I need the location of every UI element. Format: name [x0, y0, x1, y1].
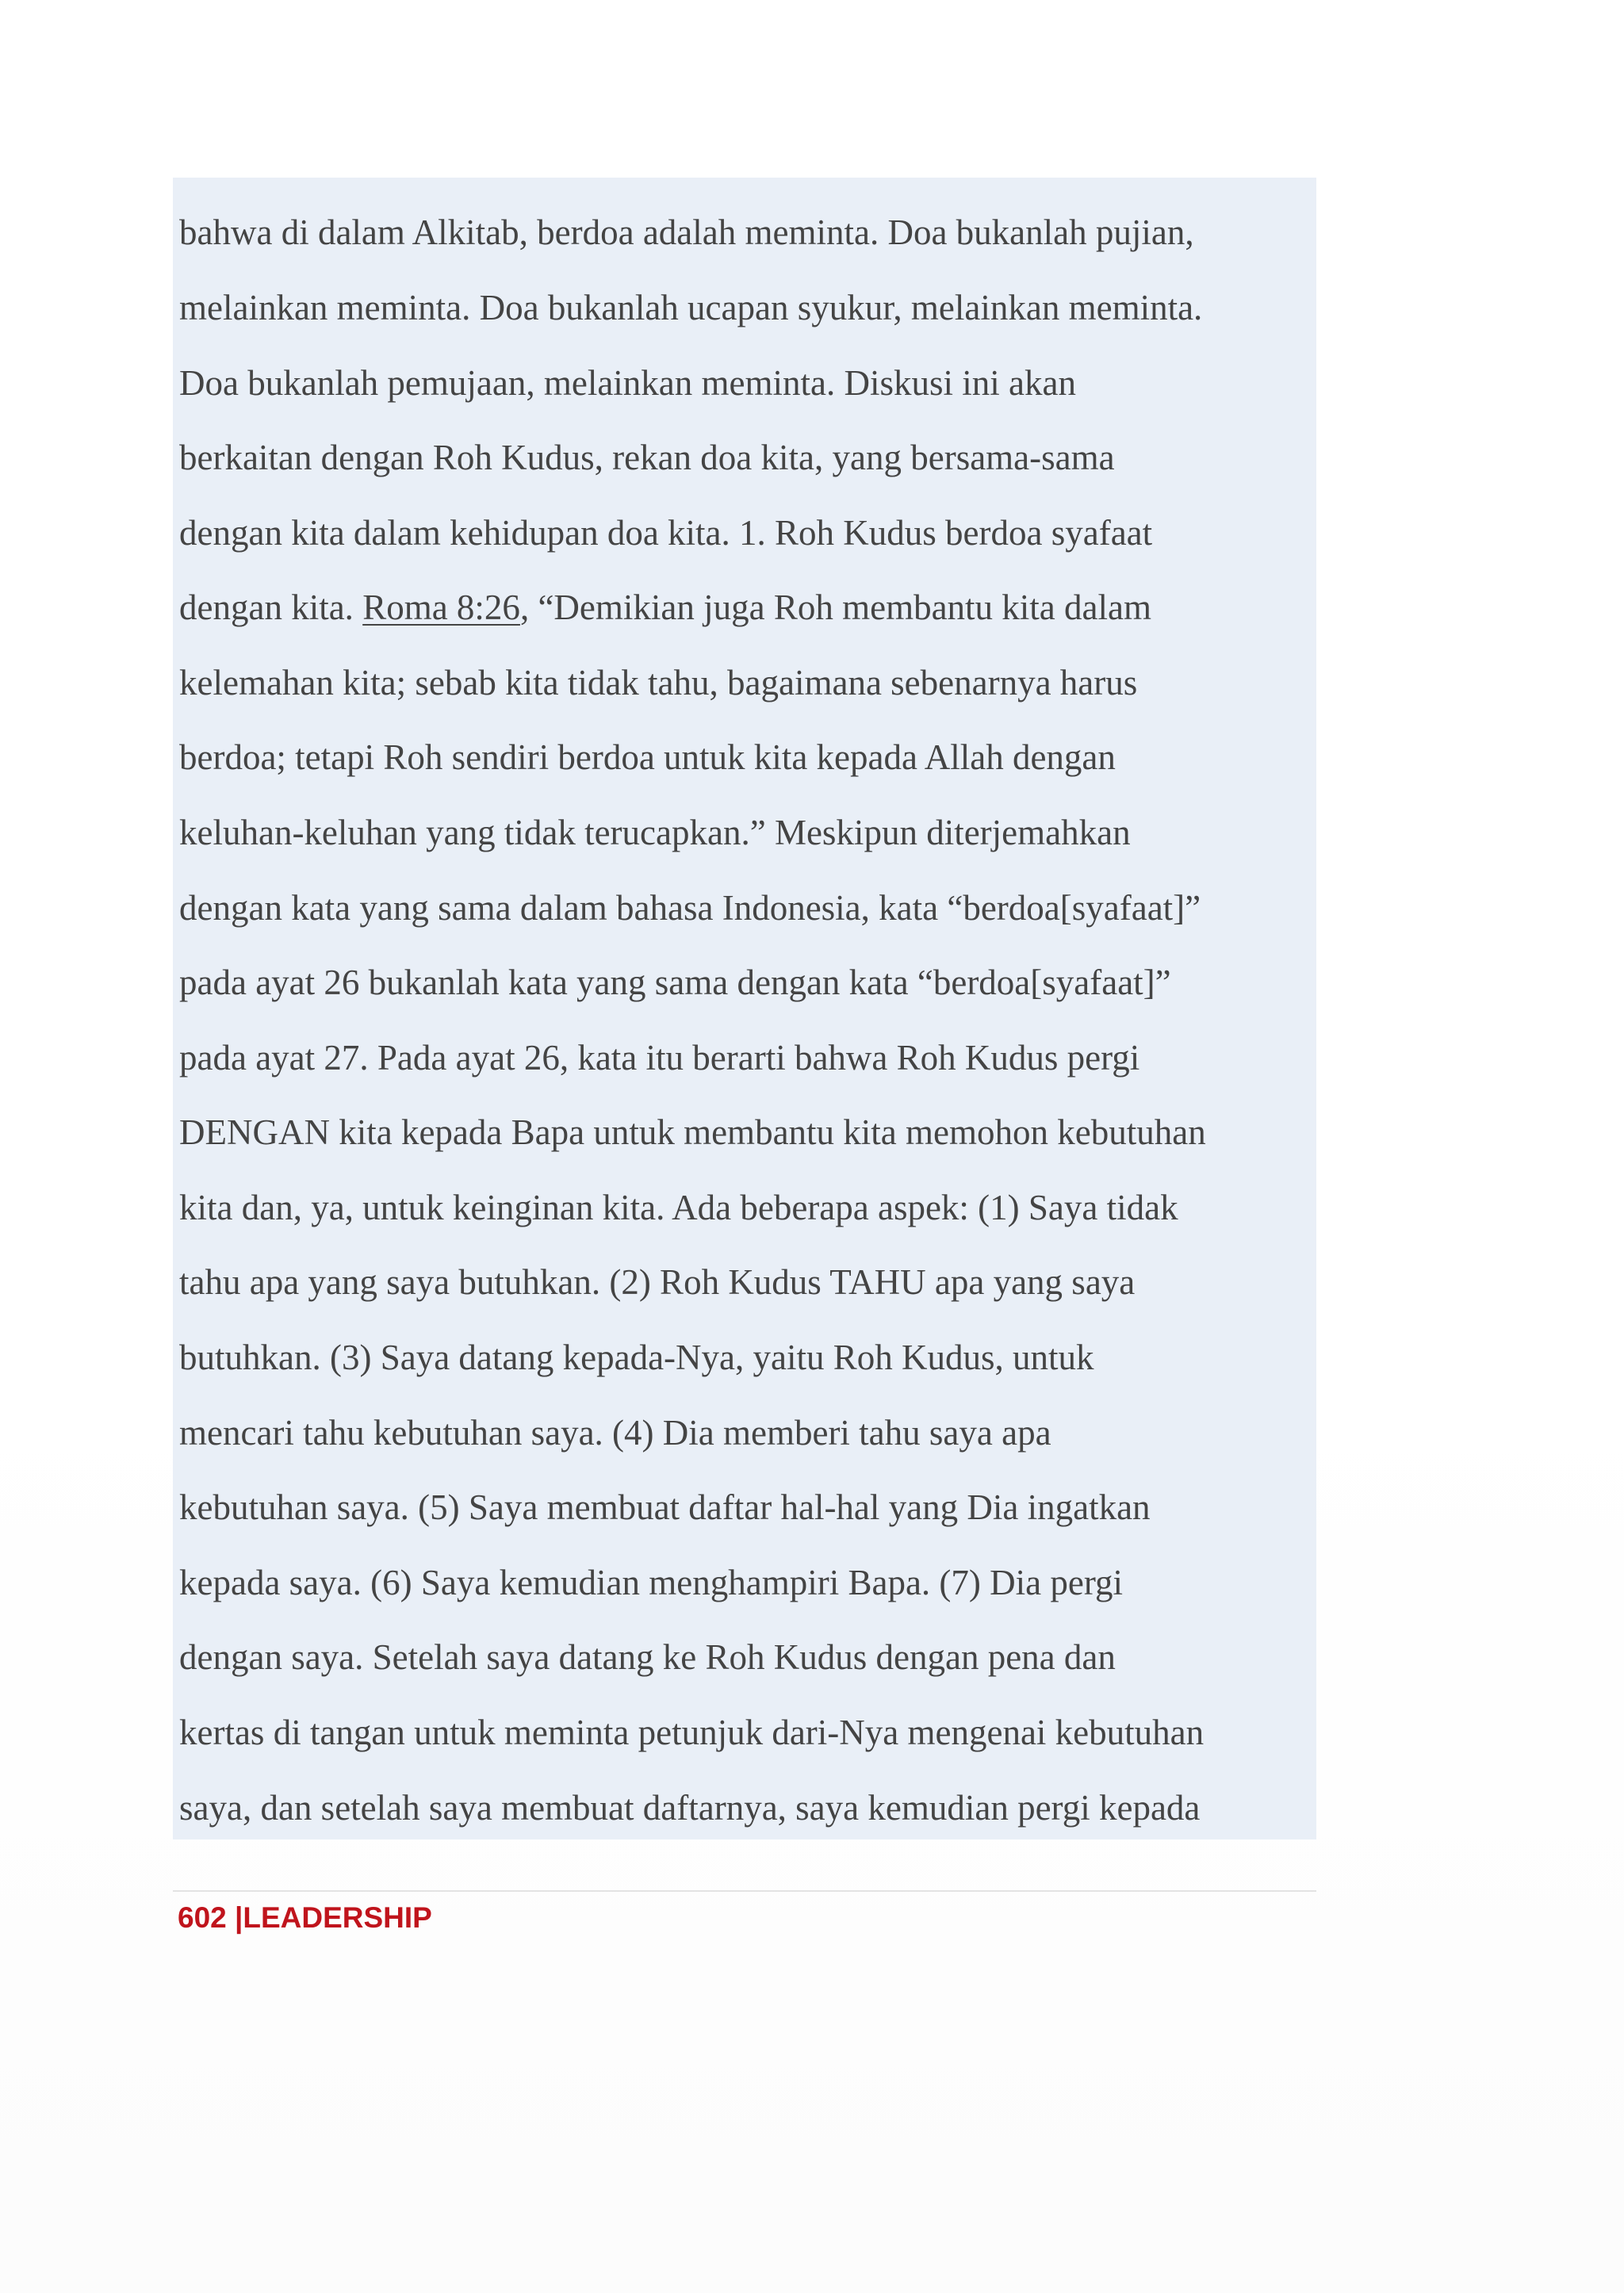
- body-line: bahwa di dalam Alkitab, berdoa adalah meminta. Doa bukanlah pujian,: [179, 212, 1194, 252]
- body-line: pada ayat 27. Pada ayat 26, kata itu berarti bahwa Roh Kudus pergi: [179, 1038, 1140, 1078]
- body-line: mencari tahu kebutuhan saya. (4) Dia memberi tahu saya apa: [179, 1413, 1051, 1453]
- line-text-before-link: dengan kita.: [179, 588, 363, 627]
- body-line: berkaitan dengan Roh Kudus, rekan doa kita, yang bersama-sama: [179, 438, 1115, 477]
- body-line: saya, dan setelah saya membuat daftarnya, saya kemudian pergi kepada: [179, 1788, 1201, 1828]
- body-line: kepada saya. (6) Saya kemudian menghampiri Bapa. (7) Dia pergi: [179, 1563, 1124, 1602]
- body-line: DENGAN kita kepada Bapa untuk membantu kita memohon kebutuhan: [179, 1112, 1206, 1152]
- page-number-footer: 602 |LEADERSHIP: [178, 1901, 432, 1934]
- body-line: melainkan meminta. Doa bukanlah ucapan syukur, melainkan meminta.: [179, 288, 1203, 327]
- body-line: berdoa; tetapi Roh sendiri berdoa untuk kita kepada Allah dengan: [179, 737, 1116, 777]
- body-line: [179, 584, 1151, 631]
- body-line: dengan saya. Setelah saya datang ke Roh Kudus dengan pena dan: [179, 1637, 1116, 1677]
- body-line: Doa bukanlah pemujaan, melainkan meminta. Diskusi ini akan: [179, 363, 1076, 403]
- body-line: kebutuhan saya. (5) Saya membuat daftar hal-hal yang Dia ingatkan: [179, 1487, 1151, 1527]
- footer-divider: [173, 1890, 1316, 1892]
- body-line: kita dan, ya, untuk keinginan kita. Ada beberapa aspek: (1) Saya tidak: [179, 1188, 1178, 1227]
- body-line: kertas di tangan untuk meminta petunjuk dari-Nya mengenai kebutuhan: [179, 1713, 1205, 1752]
- body-line: dengan kita dalam kehidupan doa kita. 1. Roh Kudus berdoa syafaat: [179, 513, 1153, 553]
- body-line: kelemahan kita; sebab kita tidak tahu, bagaimana sebenarnya harus: [179, 663, 1138, 702]
- body-line: tahu apa yang saya butuhkan. (2) Roh Kudus TAHU apa yang saya: [179, 1262, 1136, 1302]
- scripture-reference-link[interactable]: Roma 8:26: [362, 588, 520, 627]
- body-line: pada ayat 26 bukanlah kata yang sama dengan kata “berdoa[syafaat]”: [179, 963, 1171, 1002]
- body-line: dengan kata yang sama dalam bahasa Indonesia, kata “berdoa[syafaat]”: [179, 888, 1201, 928]
- line-text-after-link: , “Demikian juga Roh membantu kita dalam: [519, 588, 1151, 627]
- body-line: keluhan-keluhan yang tidak terucapkan.” Meskipun diterjemahkan: [179, 813, 1131, 852]
- body-line: butuhkan. (3) Saya datang kepada-Nya, yaitu Roh Kudus, untuk: [179, 1338, 1094, 1377]
